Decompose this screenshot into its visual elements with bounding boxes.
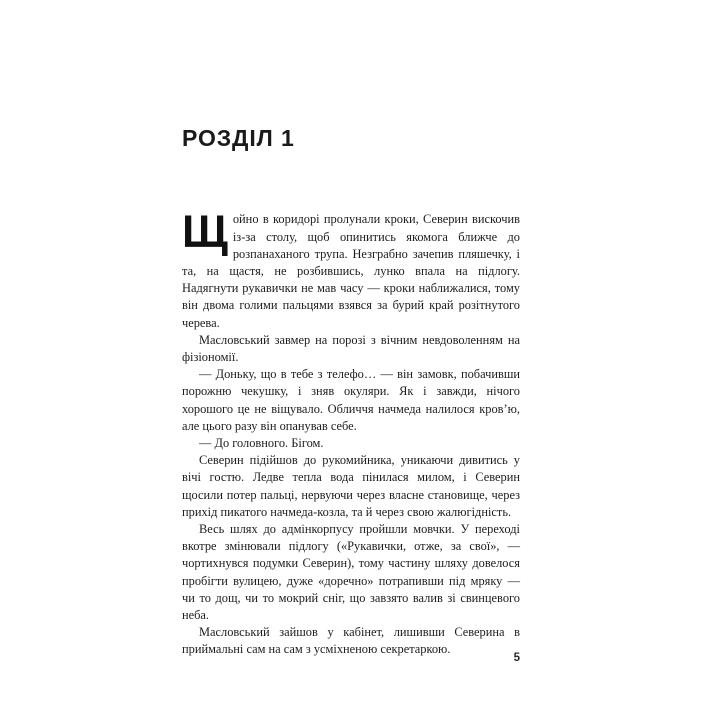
paragraph-5-text: Северин підійшов до рукомийника, уникаючи дивитись у вічі гостю. Ледве тепла вода пінилася милом, і Северин щосили потер пальці, нервуючи через власне становище, через прихід пикатого начмеда-козла, та й через свою жалюгідність. [182,453,520,519]
paragraph-2-text: Масловський завмер на порозі з вічним невдоволенням на фізіономії. [182,332,520,364]
paragraph-3-dialogue [182,366,520,435]
paragraph-6 [182,521,520,624]
chapter-title: РОЗДІЛ 1 [182,125,295,151]
paragraph-6-text: Весь шлях до адмінкорпусу пройшли мовчки. У переході вкотре змінювали підлогу («Рукавички, отже, за свої», — чортихнувся подумки Северин), тому частину шляху довелося пробігти вулицею, дуже «доречно» потрапивши під мряку — чи то дощ, чи то мокрий сніг, що завзято валив зі свинцевого неба. [182,521,520,622]
paragraph-4-text: — До головного. Бігом. [199,435,324,450]
paragraph-5 [182,452,520,521]
paragraph-4-dialogue [182,435,520,452]
paragraph-1 [182,206,520,331]
drop-cap: Щ [182,206,228,258]
body-copy [182,206,520,658]
paragraph-2 [182,332,520,366]
paragraph-7-text: Масловський зайшов у кабінет, лишивши Северина в приймальні сам на сам з усміхненою секретаркою. [182,625,520,657]
paragraph-3-text: — Доньку, що в тебе з телефо… — він замовк, побачивши порожню чекушку, і зняв окуляри. Як і завжди, нічого хорошого це не віщувало. Обличчя начмеда налилося кров’ю, але цього разу він опанував себе. [182,367,520,433]
text-block [182,126,520,659]
paragraph-1-text: ойно в коридорі пролунали кроки, Северин вискочив із-за столу, щоб опинитись якомога ближче до розпанаханого трупа. Незграбно зачепив пляшечку, і та, на щастя, не розбившись, лунко впала на підлогу. Надягнути рукавички не мав часу — кроки наближалися, тому він двома голими пальцями взявся за бурий край розітнутого черева. [182,212,520,330]
page-number: 5 [513,652,520,664]
